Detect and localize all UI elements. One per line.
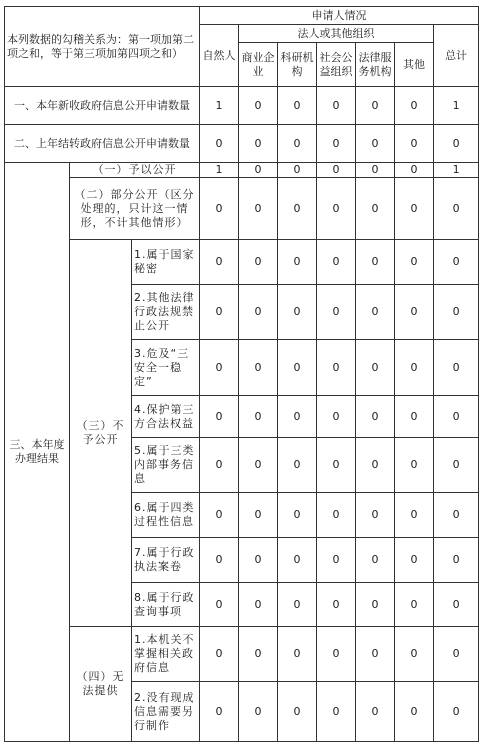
cell-value: 0	[434, 493, 479, 538]
cell-value: 0	[200, 396, 239, 438]
row-label: 2.其他法律行政法规禁止公开	[132, 285, 200, 340]
cell-value: 0	[356, 538, 395, 583]
header-legal-group: 法人或其他组织	[239, 25, 434, 43]
cell-value: 0	[200, 493, 239, 538]
table-row	[5, 125, 479, 163]
cell-value: 0	[278, 285, 317, 340]
cell-value: 0	[356, 438, 395, 493]
row-label: 1.本机关不掌握相关政府信息	[132, 627, 200, 682]
cell-value: 0	[317, 125, 356, 163]
cell-value: 0	[317, 163, 356, 178]
cell-value: 0	[395, 682, 434, 742]
cell-value: 0	[434, 438, 479, 493]
cell-value: 0	[434, 682, 479, 742]
group-label: （四）无法提供	[70, 627, 132, 742]
row-label: 二、上年结转政府信息公开申请数量	[5, 125, 200, 163]
cell-value: 0	[278, 163, 317, 178]
cell-value: 0	[395, 627, 434, 682]
cell-value: 0	[278, 240, 317, 285]
row-label: （二）部分公开（区分处理的，只计这一情形，不计其他情形）	[70, 178, 200, 240]
cell-value: 1	[200, 163, 239, 178]
cell-value: 0	[434, 125, 479, 163]
cell-value: 0	[317, 178, 356, 240]
cell-value: 0	[278, 178, 317, 240]
row-label: 8.属于行政查询事项	[132, 583, 200, 627]
cell-value: 1	[434, 87, 479, 125]
cell-value: 0	[317, 340, 356, 396]
cell-value: 0	[200, 682, 239, 742]
cell-value: 0	[395, 583, 434, 627]
cell-value: 0	[278, 87, 317, 125]
header-research: 科研机构	[278, 43, 317, 87]
cell-value: 0	[317, 493, 356, 538]
table-row	[5, 178, 479, 240]
cell-value: 0	[395, 438, 434, 493]
row-label: 5.属于三类内部事务信息	[132, 438, 200, 493]
cell-value: 0	[200, 285, 239, 340]
cell-value: 0	[395, 285, 434, 340]
information-disclosure-table	[4, 6, 479, 742]
cell-value: 0	[278, 340, 317, 396]
cell-value: 0	[434, 340, 479, 396]
cell-value: 0	[395, 493, 434, 538]
cell-value: 0	[395, 125, 434, 163]
cell-value: 0	[356, 87, 395, 125]
cell-value: 0	[239, 125, 278, 163]
cell-value: 0	[278, 438, 317, 493]
cell-value: 0	[395, 163, 434, 178]
cell-value: 0	[278, 583, 317, 627]
cell-value: 0	[356, 396, 395, 438]
cell-value: 0	[395, 240, 434, 285]
cell-value: 0	[239, 583, 278, 627]
cell-value: 0	[356, 178, 395, 240]
cell-value: 0	[317, 627, 356, 682]
table-row	[5, 163, 479, 178]
cell-value: 0	[356, 285, 395, 340]
cell-value: 0	[239, 627, 278, 682]
header-note: 本列数据的勾稽关系为：第一项加第二项之和，等于第三项加第四项之和）	[5, 7, 200, 87]
cell-value: 0	[317, 396, 356, 438]
cell-value: 0	[239, 87, 278, 125]
row-label: 1.属于国家秘密	[132, 240, 200, 285]
row-label: 6.属于四类过程性信息	[132, 493, 200, 538]
header-total: 总计	[434, 25, 479, 87]
row-label: 2.没有现成信息需要另行制作	[132, 682, 200, 742]
table-row	[5, 627, 479, 682]
cell-value: 0	[395, 538, 434, 583]
cell-value: 0	[239, 240, 278, 285]
cell-value: 0	[434, 240, 479, 285]
row-label: 3.危及“三安全一稳定”	[132, 340, 200, 396]
cell-value: 0	[356, 125, 395, 163]
header-legal-service: 法律服务机构	[356, 43, 395, 87]
cell-value: 0	[278, 538, 317, 583]
cell-value: 0	[356, 493, 395, 538]
cell-value: 0	[434, 538, 479, 583]
cell-value: 1	[434, 163, 479, 178]
cell-value: 0	[356, 240, 395, 285]
cell-value: 0	[395, 87, 434, 125]
header-commercial: 商业企业	[239, 43, 278, 87]
row-label: 一、本年新收政府信息公开申请数量	[5, 87, 200, 125]
cell-value: 0	[317, 87, 356, 125]
cell-value: 0	[278, 627, 317, 682]
cell-value: 0	[239, 493, 278, 538]
cell-value: 0	[317, 285, 356, 340]
cell-value: 0	[239, 438, 278, 493]
header-other: 其他	[395, 43, 434, 87]
cell-value: 0	[278, 682, 317, 742]
cell-value: 0	[278, 493, 317, 538]
cell-value: 0	[356, 583, 395, 627]
cell-value: 0	[395, 396, 434, 438]
cell-value: 0	[434, 396, 479, 438]
group-label: （三）不予公开	[70, 240, 132, 627]
cell-value: 0	[200, 627, 239, 682]
cell-value: 0	[278, 396, 317, 438]
cell-value: 0	[200, 240, 239, 285]
table-row	[5, 240, 479, 285]
cell-value: 0	[200, 438, 239, 493]
cell-value: 0	[317, 438, 356, 493]
cell-value: 0	[239, 178, 278, 240]
cell-value: 0	[239, 163, 278, 178]
table-row	[5, 87, 479, 125]
cell-value: 0	[239, 682, 278, 742]
row-label: 4.保护第三方合法权益	[132, 396, 200, 438]
cell-value: 0	[239, 538, 278, 583]
cell-value: 0	[239, 285, 278, 340]
cell-value: 1	[200, 87, 239, 125]
cell-value: 0	[200, 538, 239, 583]
cell-value: 0	[434, 583, 479, 627]
cell-value: 0	[356, 163, 395, 178]
cell-value: 0	[395, 340, 434, 396]
header-natural-person: 自然人	[200, 25, 239, 87]
cell-value: 0	[434, 285, 479, 340]
cell-value: 0	[356, 627, 395, 682]
cell-value: 0	[200, 583, 239, 627]
cell-value: 0	[200, 178, 239, 240]
cell-value: 0	[239, 396, 278, 438]
cell-value: 0	[239, 340, 278, 396]
header-applicant: 申请人情况	[200, 7, 479, 25]
cell-value: 0	[278, 125, 317, 163]
cell-value: 0	[434, 627, 479, 682]
cell-value: 0	[317, 240, 356, 285]
cell-value: 0	[356, 340, 395, 396]
cell-value: 0	[317, 583, 356, 627]
cell-value: 0	[395, 178, 434, 240]
cell-value: 0	[356, 682, 395, 742]
header-social: 社会公益组织	[317, 43, 356, 87]
cell-value: 0	[317, 538, 356, 583]
row-label: 7.属于行政执法案卷	[132, 538, 200, 583]
section-label: 三、本年度办理结果	[5, 163, 70, 742]
cell-value: 0	[200, 340, 239, 396]
cell-value: 0	[200, 125, 239, 163]
cell-value: 0	[317, 682, 356, 742]
row-label: （一）予以公开	[70, 163, 200, 178]
cell-value: 0	[434, 178, 479, 240]
